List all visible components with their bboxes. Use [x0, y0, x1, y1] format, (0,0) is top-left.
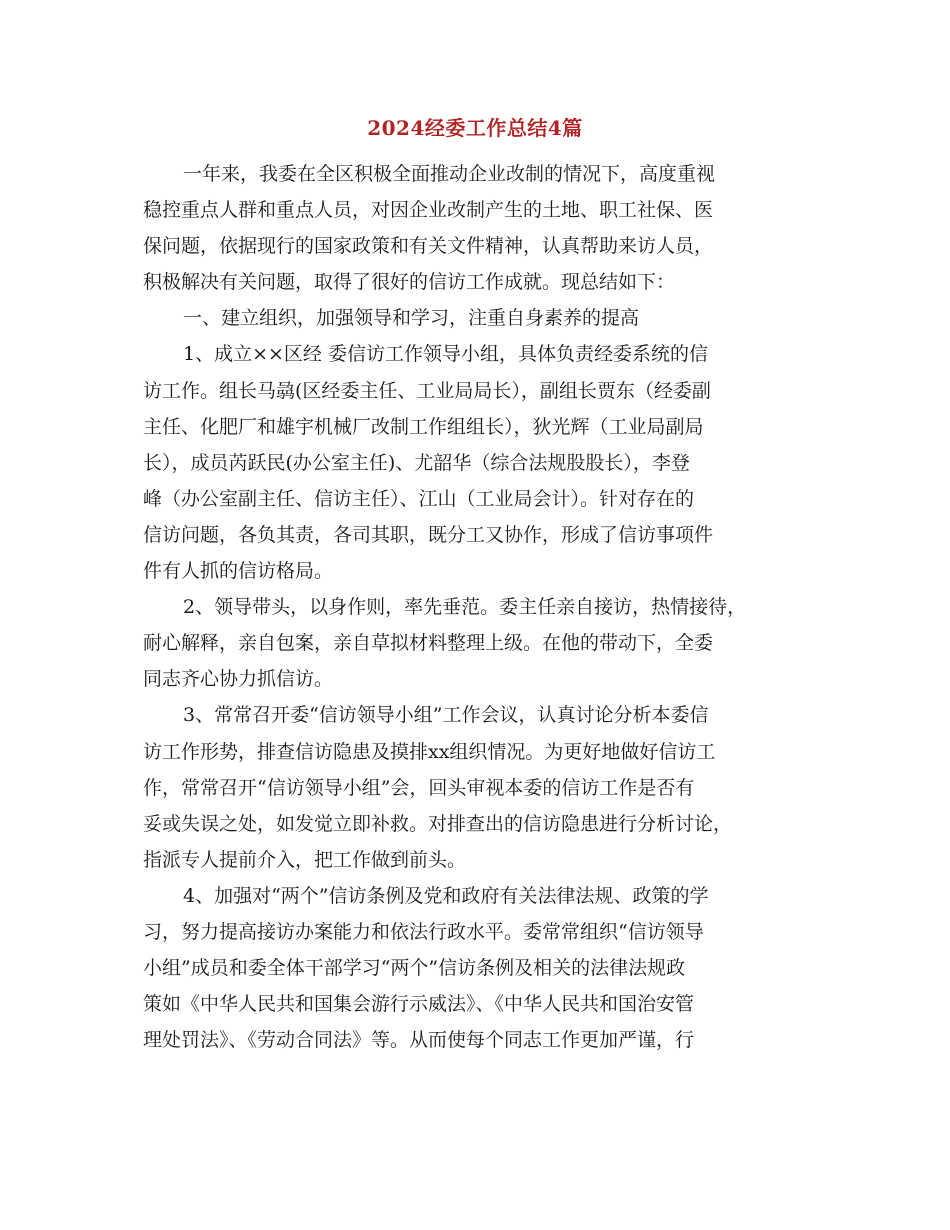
- text-line: 耐心解释，亲自包案，亲自草拟材料整理上级。在他的带动下，全委: [143, 632, 714, 655]
- text-line: 信访问题，各负其责，各司其职，既分工又协作，形成了信访事项件: [143, 523, 714, 546]
- text-line: 理处罚法》、《劳动合同法》等。从而使每个同志工作更加严谨，行: [143, 1029, 695, 1052]
- text-line: 同志齐心协力抓信访。: [143, 668, 334, 691]
- text-line: 策如《中华人民共和国集会游行示威法》、《中华人民共和国治安管: [143, 993, 695, 1016]
- document-body: [143, 156, 823, 1058]
- document-title: 2024经委工作总结4篇: [367, 116, 583, 140]
- text-line: 指派专人提前介入，把工作做到前头。: [143, 848, 467, 871]
- text-line: 主任、化肥厂和雄宇机械厂改制工作组组长），狄光辉（工业局副局: [143, 415, 704, 438]
- text-line: 一、建立组织，加强领导和学习，注重自身素养的提高: [183, 307, 640, 330]
- text-line: 保问题，依据现行的国家政策和有关文件精神，认真帮助来访人员，: [143, 235, 714, 258]
- text-line: 峰（办公室副主任、信访主任）、江山（工业局会计）。针对存在的: [143, 487, 695, 510]
- text-line: 小组”成员和委全体干部学习“两个”信访条例及相关的法律法规政: [143, 957, 686, 980]
- text-line: 访工作形势，排查信访隐患及摸排xx组织情况。为更好地做好信访工: [143, 740, 716, 763]
- text-line: 稳控重点人群和重点人员，对因企业改制产生的土地、职工社保、医: [143, 199, 714, 222]
- text-line: 习，努力提高接访办案能力和依法行政水平。委常常组织“信访领导: [143, 920, 704, 943]
- text-line: 作，常常召开“信访领导小组”会，回头审视本委的信访工作是否有: [143, 776, 695, 799]
- text-line: 件有人抓的信访格局。: [143, 560, 334, 583]
- text-line: 访工作。组长马骉(区经委主任、工业局局长），副组长贾东（经委副: [143, 379, 711, 402]
- text-line: 2、领导带头，以身作则，率先垂范。委主任亲自接访，热情接待，: [183, 596, 747, 619]
- text-line: 4、加强对“两个”信访条例及党和政府有关法律法规、政策的学: [183, 884, 709, 907]
- text-line: 1、成立××区经 委信访工作领导小组，具体负责经委系统的信: [183, 343, 708, 366]
- text-line: 一年来，我委在全区积极全面推动企业改制的情况下，高度重视: [183, 163, 716, 185]
- text-line: 积极解决有关问题，取得了很好的信访工作成就。现总结如下：: [143, 271, 676, 294]
- text-line: 长），成员芮跃民(办公室主任)、尤韶华（综合法规股股长），李登: [143, 451, 690, 474]
- text-line: 妥或失误之处，如发觉立即补救。对排查出的信访隐患进行分析讨论，: [143, 812, 733, 835]
- text-line: 3、常常召开委“信访领导小组”工作会议，认真讨论分析本委信: [183, 704, 709, 727]
